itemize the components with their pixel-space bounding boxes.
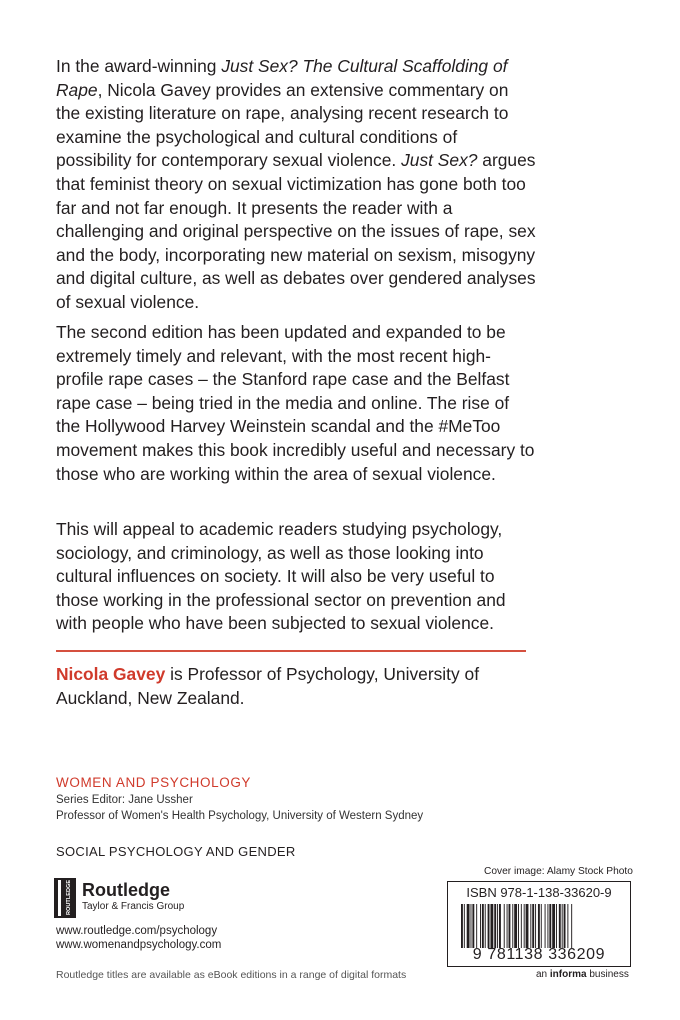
- barcode-bar: [507, 904, 508, 948]
- publisher-group: Taylor & Francis Group: [82, 901, 185, 912]
- barcode-bar: [471, 904, 472, 948]
- blurb-paragraph-1: In the award-winning Just Sex? The Cultural Scaffolding of Rape, Nicola Gavey provides an extensive commentary on the existing literature on rape, analysing recent research to examine the psychological and cultural conditions of possibility for contemporary sexual violence. Just Sex? argues that feminist theory on sexual victimization has gone both too far and not far enough. It presents the reader with a challenging and original perspective on the issues of rape, sex and the body, incorporating new material on sexism, misogyny and digital culture, as well as debates over gendered analyses of sexual violence.: [56, 56, 536, 312]
- barcode-bar: [461, 904, 463, 948]
- cover-credit: Cover image: Alamy Stock Photo: [484, 866, 633, 877]
- barcode-bar: [571, 904, 572, 948]
- logo-mark-text: ROUTLEDGE: [66, 879, 72, 915]
- barcode-bar: [524, 904, 525, 948]
- isbn: ISBN 978-1-138-33620-9: [466, 885, 612, 900]
- barcode-number: 9 781138 336209: [472, 946, 606, 963]
- informa-business: an informa business: [536, 969, 629, 980]
- barcode-bar: [538, 904, 540, 948]
- barcode-bar: [509, 904, 511, 948]
- barcode-box: [447, 881, 631, 967]
- barcode-bar: [547, 904, 548, 948]
- barcode-bar: [476, 904, 477, 948]
- series-editor-role: Professor of Women's Health Psychology, University of Western Sydney: [56, 810, 424, 822]
- barcode-bar: [567, 904, 568, 948]
- ebook-note: Routledge titles are available as eBook editions in a range of digital formats: [56, 969, 407, 981]
- barcode-bar: [541, 904, 542, 948]
- barcode-bar: [518, 904, 519, 948]
- barcode-bar: [552, 904, 555, 948]
- barcode-bar: [526, 904, 529, 948]
- barcode-bar: [530, 904, 531, 948]
- barcode-bar: [559, 904, 561, 948]
- book-title: Just Sex? The Cultural Scaffolding of Rape: [56, 56, 508, 100]
- barcode-bar: [514, 904, 517, 948]
- routledge-logo-icon: [54, 878, 76, 918]
- series-title: WOMEN AND PSYCHOLOGY: [56, 775, 252, 790]
- barcode-bar: [482, 904, 484, 948]
- barcode-bar: [535, 904, 536, 948]
- barcode-bar: [564, 904, 566, 948]
- barcode-bar: [532, 904, 534, 948]
- publisher-name: Routledge: [82, 880, 170, 900]
- barcode-bar: [467, 904, 470, 948]
- publisher-url[interactable]: www.routledge.com/psychology: [56, 925, 218, 937]
- series-url[interactable]: www.womenandpsychology.com: [56, 939, 222, 951]
- author-name: Nicola Gavey: [56, 664, 166, 684]
- blurb-paragraph-3: This will appeal to academic readers studying psychology, sociology, and criminology, as well as those looking into cultural influences on society. It will also be very useful to those working in the professional sector on prevention and with people who have been subjected to sexual violence.: [56, 519, 506, 634]
- author-bio: Nicola Gavey is Professor of Psychology, University of Auckland, New Zealand.: [56, 664, 480, 708]
- routledge-logo: [54, 878, 234, 920]
- barcode-bar: [490, 904, 493, 948]
- barcode-bar: [512, 904, 513, 948]
- barcode-bar: [549, 904, 551, 948]
- barcode-bar: [556, 904, 557, 948]
- subject-category: SOCIAL PSYCHOLOGY AND GENDER: [56, 844, 296, 859]
- barcode-bar: [464, 904, 465, 948]
- barcode-bar: [480, 904, 481, 948]
- series-editor: Series Editor: Jane Ussher: [56, 794, 193, 806]
- barcode-bar: [499, 904, 501, 948]
- barcode-bar: [485, 904, 486, 948]
- barcode-bar: [472, 904, 474, 948]
- barcode-bar: [521, 904, 522, 948]
- barcode-bar: [562, 904, 563, 948]
- barcode-bar: [504, 904, 505, 948]
- barcode-bar: [488, 904, 490, 948]
- barcode-bar: [494, 904, 496, 948]
- divider: [56, 650, 526, 652]
- book-short-title: Just Sex?: [401, 150, 478, 171]
- barcode-bar: [545, 904, 546, 948]
- barcode-icon: [461, 904, 617, 948]
- blurb-paragraph-2: The second edition has been updated and expanded to be extremely timely and relevant, with the most recent high-profile rape cases – the Stanford rape case and the Belfast rape case – being tried in the media and online. The rise of the Hollywood Harvey Weinstein scandal and the #MeToo movement makes this book incredibly useful and necessary to those who are working within the area of sexual violence.: [56, 322, 535, 484]
- barcode-bar: [497, 904, 498, 948]
